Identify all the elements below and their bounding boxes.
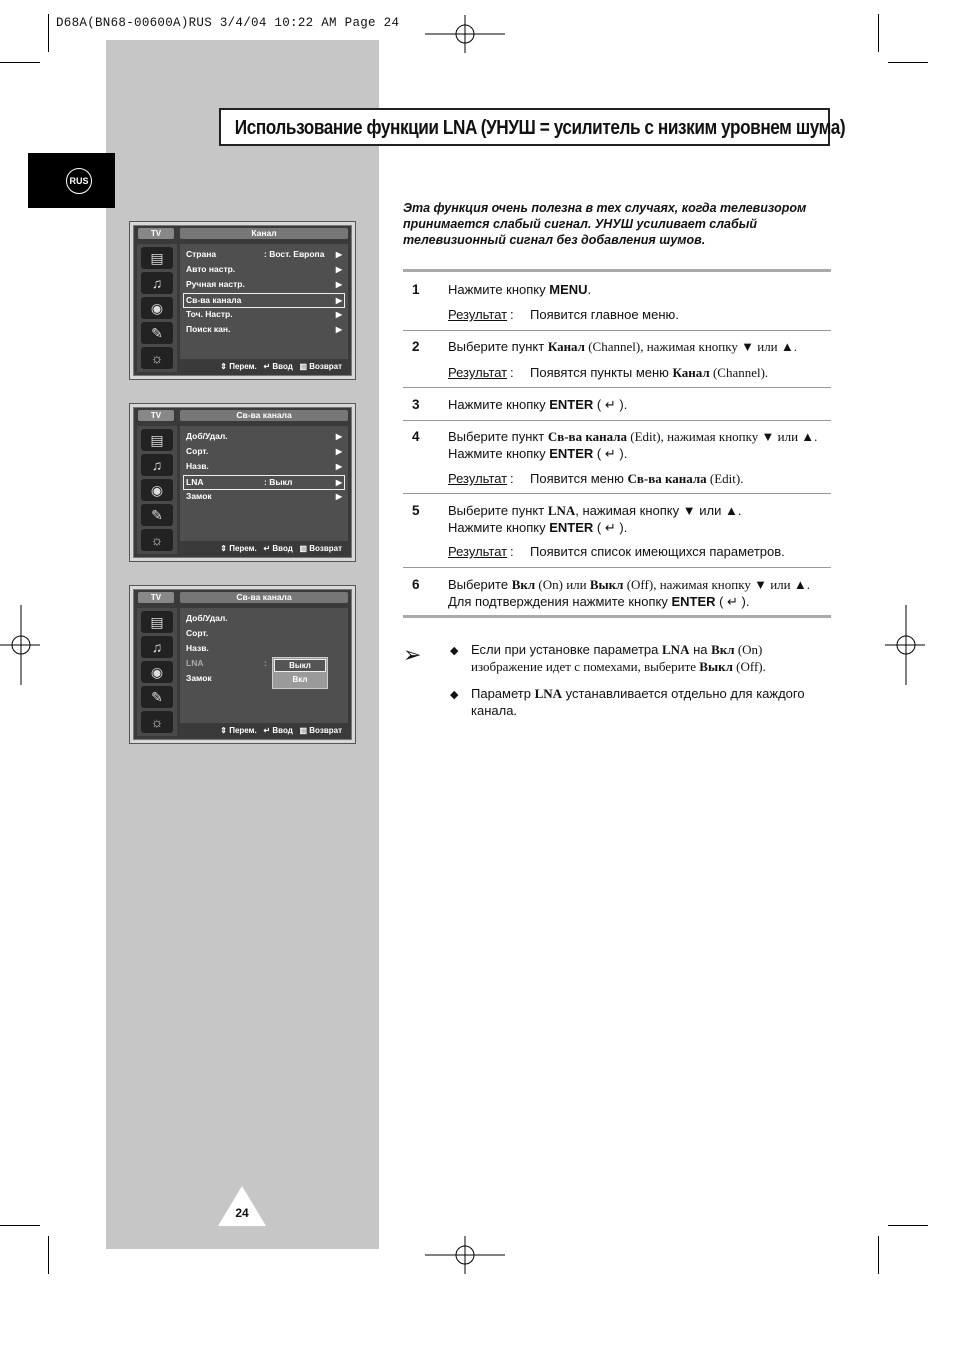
registration-mark-icon <box>425 15 505 53</box>
picture-menu-icon: ▤ <box>141 247 173 269</box>
step-result: Появятся пункты меню Канал (Channel). <box>530 365 769 380</box>
step-instruction: Нажмите кнопку MENU. <box>448 282 592 297</box>
tv-menu-screenshot-edit <box>129 403 356 562</box>
tv-menu-row: Замок <box>186 673 212 683</box>
page-number: 24 <box>235 1206 249 1220</box>
tv-sidebar <box>137 244 177 372</box>
tv-menu-row: Доб/Удал. <box>186 613 228 623</box>
tv-menu-row: Поиск кан. ▶ <box>186 324 342 334</box>
tv-sidebar <box>137 608 177 736</box>
sound-menu-icon: ♫ <box>141 272 173 294</box>
registration-mark-icon <box>425 1236 505 1274</box>
tv-menu-title: Канал <box>180 228 348 239</box>
tv-label: TV <box>138 410 174 421</box>
picture-menu-icon: ▤ <box>141 611 173 633</box>
input-menu-icon: ☼ <box>141 529 173 551</box>
picture-menu-icon: ▤ <box>141 429 173 451</box>
crop-mark <box>0 62 40 63</box>
row-divider <box>403 493 831 494</box>
step-number: 3 <box>412 397 420 412</box>
sound-menu-icon: ♫ <box>141 636 173 658</box>
language-tab <box>28 153 115 208</box>
tv-sidebar <box>137 426 177 554</box>
tv-menu-row: Ручная настр. ▶ <box>186 279 342 289</box>
step-number: 5 <box>412 503 420 518</box>
tv-footer-hints: ⇕ Перем. ↵ Ввод ▥ Возврат <box>220 726 342 735</box>
channel-menu-icon: ◉ <box>141 297 173 319</box>
tv-menu-row: Доб/Удал. ▶ <box>186 431 342 441</box>
table-bottom-rule <box>403 615 831 618</box>
row-divider <box>403 330 831 331</box>
crop-mark <box>48 14 49 52</box>
step-instruction: Выберите пункт LNA, нажимая кнопку ▼ или ▲. Нажмите кнопку ENTER ( ↵ ). <box>448 503 742 535</box>
note-item: Если при установке параметра LNA на Вкл (On) изображение идет с помехами, выберите Выкл (Off). <box>471 642 766 674</box>
step-number: 6 <box>412 577 420 592</box>
note-arrow-icon: ➢ <box>403 642 422 667</box>
tv-menu-screenshot-lna-options <box>129 585 356 744</box>
print-header: D68A(BN68-00600A)RUS 3/4/04 10:22 AM Page 24 <box>56 16 400 30</box>
setup-menu-icon: ✎ <box>141 504 173 526</box>
tv-menu-screenshot-channel <box>129 221 356 380</box>
step-instruction: Нажмите кнопку ENTER ( ↵ ). <box>448 397 628 412</box>
step-number: 2 <box>412 339 420 354</box>
setup-menu-icon: ✎ <box>141 322 173 344</box>
tv-menu-row: Замок ▶ <box>186 491 342 501</box>
tv-menu-row: Страна : Вост. Европа ▶ <box>186 249 342 259</box>
language-badge: RUS <box>66 168 92 194</box>
note-item: Параметр LNA устанавливается отдельно для каждого канала. <box>471 686 805 718</box>
lna-options-popup <box>272 657 328 689</box>
step-result: Появится список имеющихся параметров. <box>530 544 785 559</box>
result-label: Результат <box>448 544 508 559</box>
setup-menu-icon: ✎ <box>141 686 173 708</box>
channel-menu-icon: ◉ <box>141 479 173 501</box>
tv-label: TV <box>138 228 174 239</box>
option-on: Вкл <box>292 675 308 684</box>
step-instruction: Выберите Вкл (On) или Выкл (Off), нажимая кнопку ▼ или ▲. Для подтверждения нажмите кнопку ENTER ( ↵ ). <box>448 577 810 609</box>
crop-mark <box>888 1225 928 1226</box>
input-menu-icon: ☼ <box>141 711 173 733</box>
tv-menu-title: Св-ва канала <box>180 410 348 421</box>
step-result: Появится меню Св-ва канала (Edit). <box>530 471 744 486</box>
page-title-box <box>219 108 846 146</box>
tv-menu-row: Точ. Настр. ▶ <box>186 309 342 319</box>
table-top-rule <box>403 269 831 272</box>
tv-menu-row: Сорт. ▶ <box>186 446 342 456</box>
row-divider <box>403 420 831 421</box>
registration-mark-icon <box>885 605 925 685</box>
tv-menu-row: Назв. ▶ <box>186 461 342 471</box>
tv-menu-row: LNA : <box>186 658 267 668</box>
option-off: Выкл <box>274 659 326 672</box>
row-divider <box>403 387 831 388</box>
crop-mark <box>0 1225 40 1226</box>
crop-mark <box>878 14 879 52</box>
step-number: 1 <box>412 282 420 297</box>
bullet-icon: ◆ <box>450 689 459 701</box>
crop-mark <box>878 1236 879 1274</box>
step-result: Появится главное меню. <box>530 307 679 322</box>
tv-footer-hints: ⇕ Перем. ↵ Ввод ▥ Возврат <box>220 362 342 371</box>
result-label: Результат <box>448 365 508 380</box>
step-instruction: Выберите пункт Канал (Channel), нажимая кнопку ▼ или ▲. <box>448 339 797 354</box>
intro-text: Эта функция очень полезна в тех случаях, когда телевизором принимается слабый сигнал. УНУШ усиливает слабый телевизионный сигнал без добавления шумов. <box>403 201 807 247</box>
tv-label: TV <box>138 592 174 603</box>
crop-mark <box>888 62 928 63</box>
result-label: Результат <box>448 471 508 486</box>
tv-footer-hints: ⇕ Перем. ↵ Ввод ▥ Возврат <box>220 544 342 553</box>
tv-menu-row: Авто настр. ▶ <box>186 264 342 274</box>
row-divider <box>403 567 831 568</box>
tv-menu-row-selected: Св-ва канала ▶ <box>183 293 345 308</box>
tv-menu-row-selected: LNA : Выкл ▶ <box>183 475 345 490</box>
sound-menu-icon: ♫ <box>141 454 173 476</box>
tv-menu-title: Св-ва канала <box>180 592 348 603</box>
step-number: 4 <box>412 429 420 444</box>
input-menu-icon: ☼ <box>141 347 173 369</box>
crop-mark <box>48 1236 49 1274</box>
tv-menu-row: Назв. <box>186 643 209 653</box>
tv-menu-row: Сорт. <box>186 628 209 638</box>
channel-menu-icon: ◉ <box>141 661 173 683</box>
step-instruction: Выберите пункт Св-ва канала (Edit), нажимая кнопку ▼ или ▲. Нажмите кнопку ENTER ( ↵ ). <box>448 429 818 461</box>
registration-mark-icon <box>0 605 40 685</box>
page-title: Использование функции LNA (УНУШ = усилитель с низким уровнем шума) <box>234 117 846 139</box>
result-label: Результат <box>448 307 508 322</box>
bullet-icon: ◆ <box>450 645 459 657</box>
